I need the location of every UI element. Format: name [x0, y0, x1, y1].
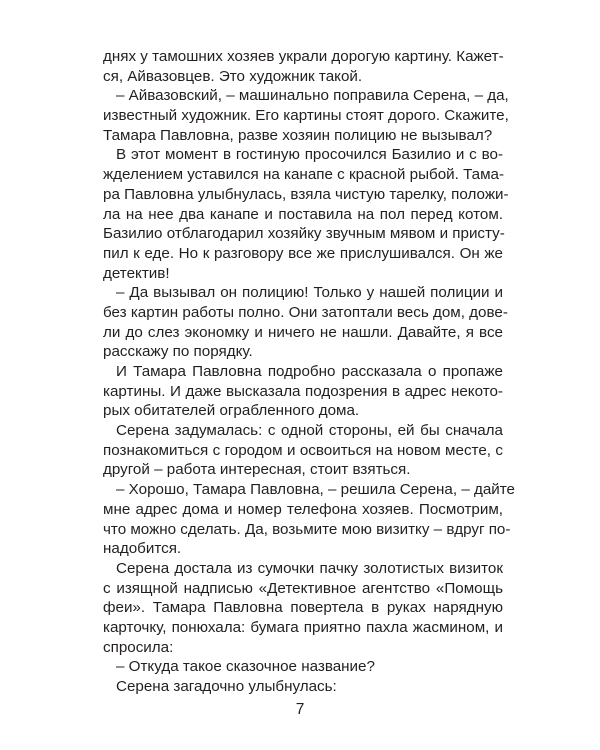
text-line: надобится. — [103, 540, 182, 558]
text-line: с изящной надписью «Детективное агентство «Помощь — [103, 579, 503, 597]
text-line: И Тамара Павловна подробно рассказала о пропаже — [116, 363, 503, 380]
text-line: рых обитателей ограбленного дома. — [103, 402, 360, 420]
text-line: феи». Тамара Павловна повертела в руках нарядную — [103, 599, 503, 617]
text-line: пил к еде. Но к разговору все же прислушивался. Он же — [103, 244, 503, 262]
text-line: спросила: — [103, 638, 174, 656]
page-number: 7 — [295, 701, 305, 718]
text-line: Тамара Павловна, разве хозяин полицию не вызывал? — [103, 126, 493, 144]
text-line: другой – работа интересная, стоит взяться. — [103, 461, 411, 479]
text-line: ся, Айвазовцев. Это художник такой. — [103, 67, 363, 85]
text-line: мне адрес дома и номер телефона хозяев. Посмотрим, — [103, 500, 503, 518]
paragraph — [103, 362, 503, 421]
paragraph — [103, 677, 503, 697]
page-body-text — [103, 47, 516, 697]
text-line: ли до слез экономку и ничего не нашли. Давайте, я все — [103, 323, 503, 341]
text-line: Серена достала из сумочки пачку золотистых визиток — [116, 559, 503, 577]
text-line: познакомиться с городом и освоиться на новом месте, с — [103, 441, 503, 459]
text-line: Серена загадочно улыбнулась: — [116, 678, 337, 695]
paragraph — [103, 283, 508, 362]
text-line: В этот момент в гостиную просочился Базилио и с во- — [116, 146, 503, 164]
text-line: что можно сделать. Да, возьмите мою визитку – вдруг по- — [103, 520, 511, 538]
paragraph — [103, 47, 503, 86]
paragraph — [103, 86, 509, 145]
text-line: карточку, понюхала: бумага приятно пахла жасмином, и — [103, 618, 503, 636]
paragraph — [103, 559, 503, 657]
text-line: – Да вызывал он полицию! Только у нашей полиции и — [116, 284, 503, 302]
text-line: Серена задумалась: с одной стороны, ей бы сначала — [116, 422, 503, 440]
text-line: ра Павловна улыбнулась, взяла чистую тарелку, положи- — [103, 185, 509, 203]
text-line: расскажу по порядку. — [103, 343, 253, 361]
text-line: днях у тамошних хозяев украли дорогую картину. Кажет- — [103, 48, 504, 65]
text-line: без картин работы полно. Они затоптали весь дом, дове- — [103, 303, 508, 321]
text-line: Базилио отблагодарил хозяйку звучным мявом и присту- — [103, 225, 505, 243]
text-line: жделением уставился на канапе с красной рыбой. Тама- — [103, 166, 505, 184]
paragraph — [103, 657, 503, 677]
paragraph — [103, 421, 503, 480]
text-line: – Откуда такое сказочное название? — [116, 658, 375, 676]
text-line: детектив! — [103, 264, 170, 282]
paragraph — [103, 480, 516, 559]
text-line: ла на нее два канапе и поставила на пол перед котом. — [103, 205, 503, 223]
text-line: – Хорошо, Тамара Павловна, – решила Серена, – дайте — [116, 481, 516, 499]
text-line: – Айвазовский, – машинально поправила Серена, – да, — [116, 87, 509, 105]
text-line: известный художник. Его картины стоят дорого. Скажите, — [103, 107, 509, 125]
paragraph — [103, 145, 509, 283]
text-line: картины. И даже высказала подозрения в адрес некото- — [103, 382, 503, 400]
